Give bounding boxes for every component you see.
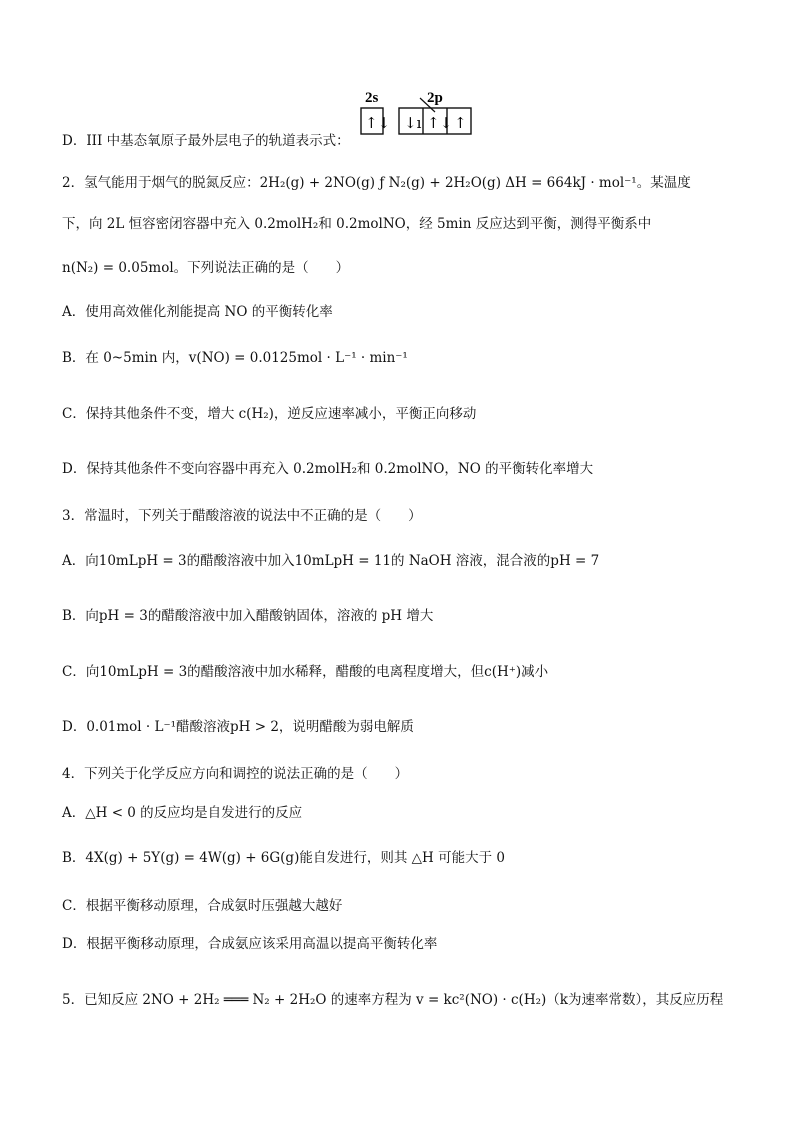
q2-option-b: B．在 0~5min 内，v(NO) = 0.0125mol · L⁻¹ · min⁻¹ bbox=[62, 350, 408, 366]
arrows-2p-3: ↑ bbox=[454, 114, 467, 132]
orbital-diagram-svg bbox=[355, 86, 485, 142]
q4-stem: 4．下列关于化学反应方向和调控的说法正确的是（ ） bbox=[62, 766, 409, 782]
q3-option-d: D．0.01mol · L⁻¹醋酸溶液pH > 2，说明醋酸为弱电解质 bbox=[62, 719, 414, 735]
q3-option-b: B．向pH = 3的醋酸溶液中加入醋酸钠固体，溶液的 pH 增大 bbox=[62, 608, 434, 624]
arrows-2s: ↑↓ bbox=[365, 114, 391, 132]
orbital-label-2p: 2p bbox=[427, 90, 443, 106]
arrows-2p-1: ↓ı bbox=[404, 114, 422, 132]
q3-stem: 3．常温时，下列关于醋酸溶液的说法中不正确的是（ ） bbox=[62, 508, 422, 524]
q1-option-d: D．III 中基态氧原子最外层电子的轨道表示式： bbox=[62, 133, 350, 149]
q2-option-c: C．保持其他条件不变，增大 c(H₂)，逆反应速率减小，平衡正向移动 bbox=[62, 406, 477, 422]
oxygen-orbital-diagram bbox=[355, 86, 485, 142]
orbital-label-2s: 2s bbox=[365, 90, 379, 106]
q4-option-a: A．△H < 0 的反应均是自发进行的反应 bbox=[62, 805, 303, 821]
q2-stem-line2: 下，向 2L 恒容密闭容器中充入 0.2molH₂和 0.2molNO，经 5min 反应达到平衡，测得平衡系中 bbox=[62, 216, 652, 232]
arrows-2p-2: ↑↓ bbox=[427, 114, 453, 132]
q2-option-a: A．使用高效催化剂能提高 NO 的平衡转化率 bbox=[62, 304, 333, 320]
q4-option-c: C．根据平衡移动原理，合成氨时压强越大越好 bbox=[62, 898, 343, 914]
q4-option-d: D．根据平衡移动原理，合成氨应该采用高温以提高平衡转化率 bbox=[62, 936, 438, 952]
q2-stem-line1: 2．氢气能用于烟气的脱氮反应：2H₂(g) + 2NO(g) ƒ N₂(g) + 2H₂O(g) ΔH = 664kJ · mol⁻¹。某温度 bbox=[62, 175, 691, 191]
q2-stem-line3: n(N₂) = 0.05mol。下列说法正确的是（ ） bbox=[62, 260, 350, 276]
q5-stem: 5．已知反应 2NO + 2H₂ ═══ N₂ + 2H₂O 的速率方程为 v = kc²(NO) · c(H₂)（k为速率常数），其反应历程 bbox=[62, 992, 724, 1008]
q3-option-c: C．向10mLpH = 3的醋酸溶液中加水稀释，醋酸的电离程度增大，但c(H⁺)减小 bbox=[62, 664, 549, 680]
q2-option-d: D．保持其他条件不变向容器中再充入 0.2molH₂和 0.2molNO，NO 的平衡转化率增大 bbox=[62, 461, 594, 477]
q4-option-b: B．4X(g) + 5Y(g) = 4W(g) + 6G(g)能自发进行，则其 △H 可能大于 0 bbox=[62, 850, 505, 866]
q3-option-a: A．向10mLpH = 3的醋酸溶液中加入10mLpH = 11的 NaOH 溶液，混合液的pH = 7 bbox=[62, 553, 600, 569]
